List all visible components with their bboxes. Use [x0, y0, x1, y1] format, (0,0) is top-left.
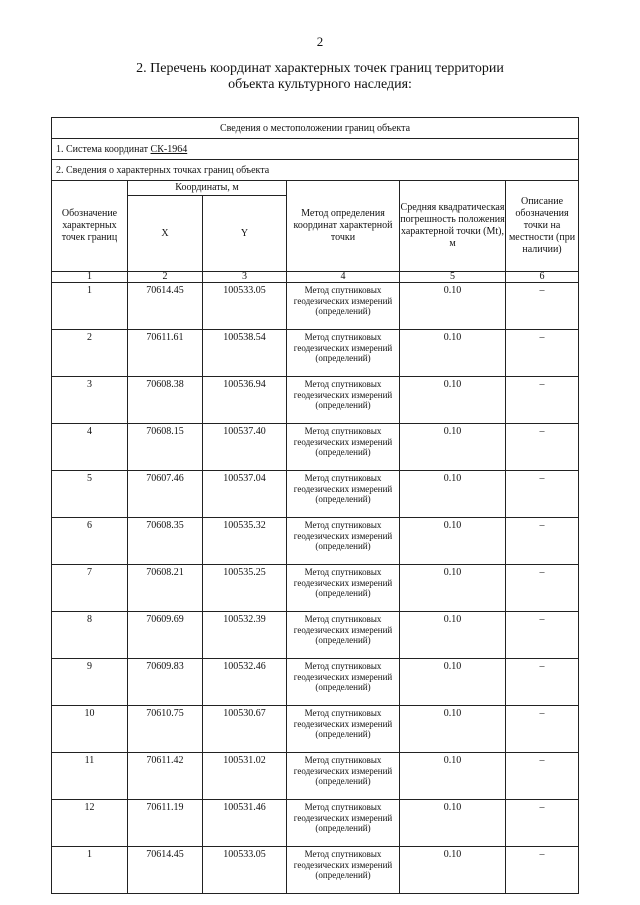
column-number: 1: [52, 272, 128, 283]
method-cell: Метод спутниковых геодезических измерений (определений): [287, 612, 400, 659]
x-cell: 70607.46: [128, 471, 203, 518]
description-cell: –: [506, 800, 579, 847]
table-row: [52, 847, 579, 894]
y-cell: 100531.02: [203, 753, 287, 800]
table-row: [52, 565, 579, 612]
x-cell: 70611.42: [128, 753, 203, 800]
description-cell: –: [506, 518, 579, 565]
error-cell: 0.10: [400, 471, 506, 518]
y-cell: 100533.05: [203, 283, 287, 330]
coordinate-system-row: [52, 139, 579, 160]
col-designation-header: Обозначение характерных точек границ: [52, 181, 128, 272]
table-row: [52, 424, 579, 471]
table-row: [52, 612, 579, 659]
method-cell: Метод спутниковых геодезических измерений (определений): [287, 659, 400, 706]
point-cell: 1: [52, 847, 128, 894]
table-row: [52, 518, 579, 565]
y-cell: 100532.39: [203, 612, 287, 659]
y-cell: 100536.94: [203, 377, 287, 424]
col-coordinates-header: Координаты, м: [128, 181, 287, 196]
column-numbers-row: [52, 272, 579, 283]
method-cell: Метод спутниковых геодезических измерений (определений): [287, 518, 400, 565]
col-method-header: Метод определения координат характерной точки: [287, 181, 400, 272]
method-cell: Метод спутниковых геодезических измерений (определений): [287, 753, 400, 800]
error-cell: 0.10: [400, 518, 506, 565]
y-cell: 100532.46: [203, 659, 287, 706]
document-title-line-1: 2. Перечень координат характерных точек границ территории: [136, 61, 504, 76]
table-row: [52, 753, 579, 800]
description-cell: –: [506, 753, 579, 800]
point-cell: 11: [52, 753, 128, 800]
description-cell: –: [506, 706, 579, 753]
method-cell: Метод спутниковых геодезических измерений (определений): [287, 377, 400, 424]
x-cell: 70608.38: [128, 377, 203, 424]
method-cell: Метод спутниковых геодезических измерений (определений): [287, 424, 400, 471]
table-row: [52, 706, 579, 753]
table-row: [52, 659, 579, 706]
table-row: [52, 283, 579, 330]
error-cell: 0.10: [400, 659, 506, 706]
x-cell: 70614.45: [128, 847, 203, 894]
point-cell: 12: [52, 800, 128, 847]
document-title-line-2: объекта культурного наследия:: [228, 77, 412, 92]
column-number: 6: [506, 272, 579, 283]
point-cell: 7: [52, 565, 128, 612]
column-number: 5: [400, 272, 506, 283]
table-row: [52, 471, 579, 518]
point-cell: 8: [52, 612, 128, 659]
error-cell: 0.10: [400, 753, 506, 800]
section-header: Сведения о местоположении границ объекта: [52, 118, 579, 139]
page-number: 2: [316, 34, 324, 49]
error-cell: 0.10: [400, 330, 506, 377]
x-cell: 70611.61: [128, 330, 203, 377]
x-cell: 70608.21: [128, 565, 203, 612]
description-cell: –: [506, 283, 579, 330]
point-cell: 10: [52, 706, 128, 753]
x-cell: 70609.83: [128, 659, 203, 706]
x-cell: 70611.19: [128, 800, 203, 847]
description-cell: –: [506, 565, 579, 612]
table-row: [52, 377, 579, 424]
point-cell: 6: [52, 518, 128, 565]
y-cell: 100537.04: [203, 471, 287, 518]
point-cell: 3: [52, 377, 128, 424]
method-cell: Метод спутниковых геодезических измерений (определений): [287, 800, 400, 847]
y-cell: 100535.32: [203, 518, 287, 565]
col-y-header: Y: [203, 196, 287, 272]
coordinates-table: [51, 117, 579, 894]
method-cell: Метод спутниковых геодезических измерений (определений): [287, 565, 400, 612]
description-cell: –: [506, 847, 579, 894]
y-cell: 100535.25: [203, 565, 287, 612]
error-cell: 0.10: [400, 377, 506, 424]
method-cell: Метод спутниковых геодезических измерений (определений): [287, 847, 400, 894]
x-cell: 70614.45: [128, 283, 203, 330]
column-number: 4: [287, 272, 400, 283]
coordinate-system-value: СК-1964: [150, 143, 188, 155]
point-cell: 1: [52, 283, 128, 330]
error-cell: 0.10: [400, 612, 506, 659]
column-number: 3: [203, 272, 287, 283]
method-cell: Метод спутниковых геодезических измерений (определений): [287, 283, 400, 330]
description-cell: –: [506, 659, 579, 706]
description-cell: –: [506, 612, 579, 659]
method-cell: Метод спутниковых геодезических измерений (определений): [287, 471, 400, 518]
error-cell: 0.10: [400, 283, 506, 330]
y-cell: 100533.05: [203, 847, 287, 894]
col-error-header: Средняя квадратическая погрешность положения характерной точки (Mt), м: [400, 181, 506, 272]
description-cell: –: [506, 471, 579, 518]
point-cell: 9: [52, 659, 128, 706]
point-cell: 4: [52, 424, 128, 471]
table-row: [52, 800, 579, 847]
description-cell: –: [506, 377, 579, 424]
y-cell: 100537.40: [203, 424, 287, 471]
col-description-header: Описание обозначения точки на местности (при наличии): [506, 181, 579, 272]
description-cell: –: [506, 330, 579, 377]
x-cell: 70610.75: [128, 706, 203, 753]
x-cell: 70608.35: [128, 518, 203, 565]
error-cell: 0.10: [400, 847, 506, 894]
description-cell: –: [506, 424, 579, 471]
error-cell: 0.10: [400, 565, 506, 612]
document-title: [0, 61, 640, 93]
table-row: [52, 330, 579, 377]
method-cell: Метод спутниковых геодезических измерений (определений): [287, 330, 400, 377]
error-cell: 0.10: [400, 424, 506, 471]
error-cell: 0.10: [400, 706, 506, 753]
points-header: 2. Сведения о характерных точках границ объекта: [52, 160, 579, 181]
y-cell: 100531.46: [203, 800, 287, 847]
error-cell: 0.10: [400, 800, 506, 847]
y-cell: 100530.67: [203, 706, 287, 753]
point-cell: 5: [52, 471, 128, 518]
x-cell: 70608.15: [128, 424, 203, 471]
point-cell: 2: [52, 330, 128, 377]
x-cell: 70609.69: [128, 612, 203, 659]
method-cell: Метод спутниковых геодезических измерений (определений): [287, 706, 400, 753]
column-number: 2: [128, 272, 203, 283]
col-x-header: X: [128, 196, 203, 272]
coordinate-system-label: 1. Система координат: [56, 143, 149, 155]
y-cell: 100538.54: [203, 330, 287, 377]
